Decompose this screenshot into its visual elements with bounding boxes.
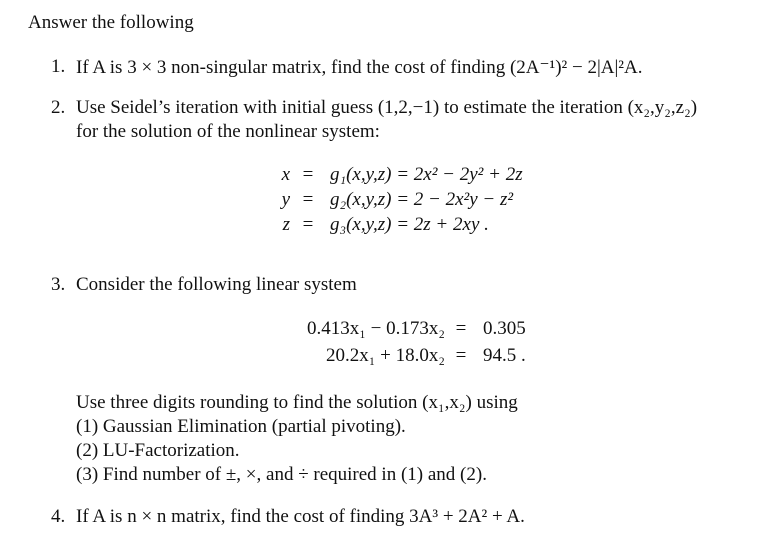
linear-row-1-lhs: 0.413x₁ − 0.173x₂ xyxy=(307,318,445,339)
question-4-number: 4. xyxy=(51,506,66,527)
question-1-text: If A is 3 × 3 non-singular matrix, find the cost of finding (2A⁻¹)² − 2|A|²A. xyxy=(76,57,643,78)
system-row-y-lhs: y xyxy=(281,189,290,210)
linear-row-1-rhs: 0.305 xyxy=(483,318,526,339)
heading: Answer the following xyxy=(28,12,194,33)
question-1-number: 1. xyxy=(51,56,66,77)
question-3-task-3: (3) Find number of ±, ×, and ÷ required in (1) and (2). xyxy=(76,464,487,485)
linear-row-2-eq: = xyxy=(455,345,467,366)
system-row-z-rhs: g₃(x,y,z) = 2z + 2xy . xyxy=(330,214,489,235)
question-3-task-intro: Use three digits rounding to find the solution (x₁,x₂) using xyxy=(76,392,518,413)
question-2-text-line-1: Use Seidel’s iteration with initial guess (1,2,−1) to estimate the iteration (x₂,y₂,z₂) xyxy=(76,97,698,118)
system-row-x-eq: = xyxy=(302,164,314,185)
linear-row-1-eq: = xyxy=(455,318,467,339)
linear-row-2-lhs: 20.2x₁ + 18.0x₂ xyxy=(326,345,445,366)
system-row-x-rhs: g₁(x,y,z) = 2x² − 2y² + 2z xyxy=(330,164,523,185)
question-3-text: Consider the following linear system xyxy=(76,274,357,295)
question-2-text-line-2: for the solution of the nonlinear system: xyxy=(76,121,380,142)
question-3-task-1: (1) Gaussian Elimination (partial pivoting). xyxy=(76,416,406,437)
question-3-number: 3. xyxy=(51,274,66,295)
linear-row-2-rhs: 94.5 . xyxy=(483,345,526,366)
system-row-z-eq: = xyxy=(302,214,314,235)
system-row-y-eq: = xyxy=(302,189,314,210)
question-4-text: If A is n × n matrix, find the cost of finding 3A³ + 2A² + A. xyxy=(76,506,525,527)
system-row-y-rhs: g₂(x,y,z) = 2 − 2x²y − z² xyxy=(330,189,514,210)
question-3-task-2: (2) LU-Factorization. xyxy=(76,440,240,461)
question-2-number: 2. xyxy=(51,97,66,118)
system-row-z-lhs: z xyxy=(282,214,290,235)
system-row-x-lhs: x xyxy=(281,164,290,185)
